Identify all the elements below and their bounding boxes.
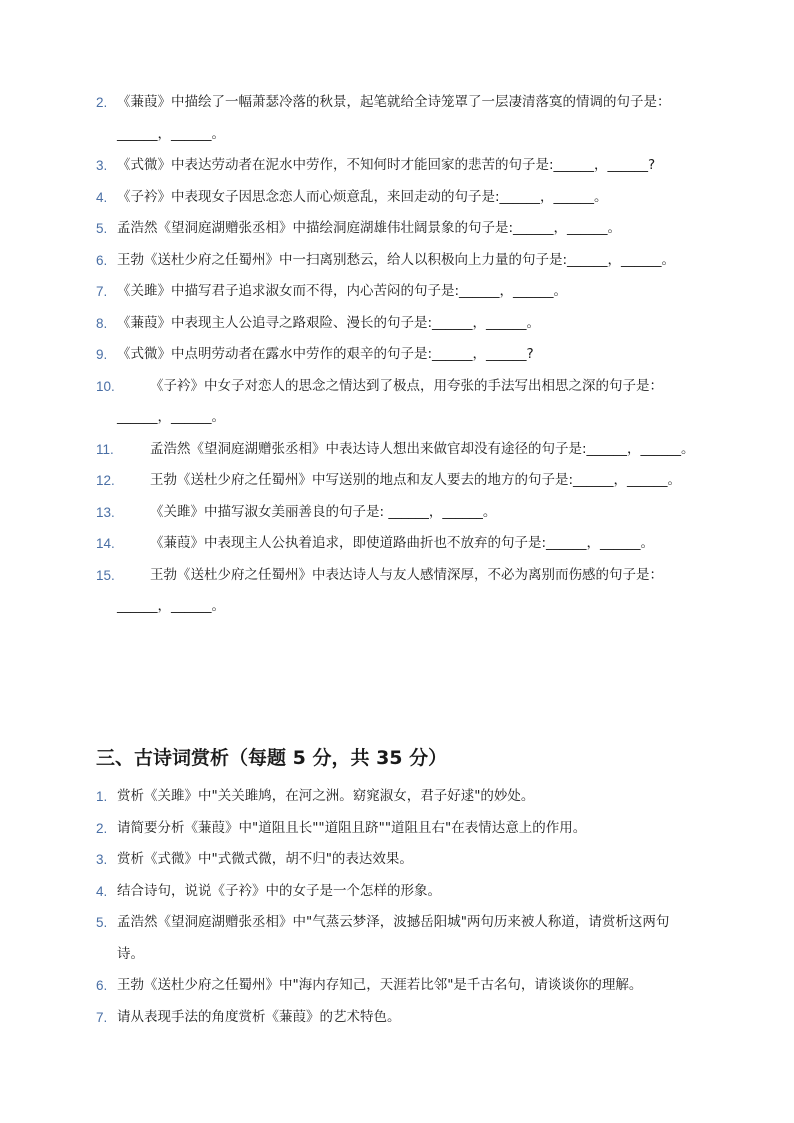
question-item [96, 844, 696, 876]
appreciation-question-list [96, 781, 696, 1033]
question-item [96, 150, 696, 182]
question-number: 6. [96, 252, 108, 268]
question-text: 赏析《关雎》中"关关雎鸠，在河之洲。窈窕淑女，君子好逑"的妙处。 [117, 788, 535, 804]
question-number: 13. [96, 504, 115, 520]
question-item [96, 907, 696, 970]
question-item [96, 245, 696, 277]
question-text: 《式微》中点明劳动者在露水中劳作的艰辛的句子是:______，______? [117, 346, 534, 362]
question-number: 15. [96, 567, 115, 583]
question-number: 14. [96, 536, 115, 551]
question-number: 12. [96, 473, 115, 488]
question-text: 《蒹葭》中表现主人公执着追求，即使道路曲折也不放弃的句子是:______，______。 [150, 535, 655, 551]
question-item [96, 87, 696, 150]
question-item [96, 876, 696, 908]
question-number: 4. [96, 883, 108, 899]
question-item [96, 781, 696, 813]
question-text: 请简要分析《蒹葭》中"道阻且长""道阻且跻""道阻且右"在表情达意上的作用。 [117, 819, 587, 836]
question-item [96, 813, 696, 845]
question-text: 孟浩然《望洞庭湖赠张丞相》中表达诗人想出来做官却没有途径的句子是:______，______。 [150, 440, 695, 457]
question-text: 王勃《送杜少府之任蜀州》中表达诗人与友人感情深厚，不必为离别而伤感的句子是：______，______。 [117, 566, 663, 614]
question-number: 7. [96, 1009, 108, 1025]
section-heading: 三、古诗词赏析（每题 5 分，共 35 分） [96, 747, 448, 769]
question-text: 《式微》中表达劳动者在泥水中劳作，不知何时才能回家的悲苦的句子是:______，______? [117, 157, 656, 173]
question-number: 8. [96, 315, 108, 331]
question-number: 9. [96, 347, 108, 362]
question-item [96, 970, 696, 1002]
question-text: 《蒹葭》中描绘了一幅萧瑟冷落的秋景，起笔就给全诗笼罩了一层凄清落寞的情调的句子是：______，______。 [117, 94, 671, 142]
fill-in-question-list [96, 87, 696, 623]
question-text: 王勃《送杜少府之任蜀州》中"海内存知己，天涯若比邻"是千古名句，请谈谈你的理解。 [117, 977, 643, 993]
question-text: 孟浩然《望洞庭湖赠张丞相》中描绘洞庭湖雄伟壮阔景象的句子是:______，______。 [117, 220, 622, 236]
question-number: 10. [96, 378, 115, 394]
question-number: 4. [96, 189, 108, 205]
question-text: 赏析《式微》中"式微式微，胡不归"的表达效果。 [117, 851, 413, 867]
question-text: 《蒹葭》中表现主人公追寻之路艰险、漫长的句子是:______，______。 [117, 314, 541, 331]
question-number: 2. [96, 95, 108, 110]
question-item [96, 308, 696, 340]
question-item [96, 182, 696, 214]
question-text: 王勃《送杜少府之任蜀州》中一扫离别愁云，给人以积极向上力量的句子是:______，______。 [117, 251, 676, 268]
question-text: 孟浩然《望洞庭湖赠张丞相》中"气蒸云梦泽，波撼岳阳城"两句历来被人称道，请赏析这两句诗。 [117, 914, 670, 962]
question-item [96, 371, 696, 434]
question-text: 《子衿》中女子对恋人的思念之情达到了极点，用夸张的手法写出相思之深的句子是：______，______。 [117, 377, 663, 425]
question-text: 《子衿》中表现女子因思念恋人而心烦意乱，来回走动的句子是:______，______。 [117, 188, 608, 205]
question-item [96, 1002, 696, 1034]
question-text: 《关雎》中描写君子追求淑女而不得，内心苦闷的句子是:______，______。 [117, 283, 568, 299]
question-text: 《关雎》中描写淑女美丽善良的句子是: ______，______。 [150, 503, 497, 520]
question-number: 3. [96, 852, 108, 867]
question-text: 请从表现手法的角度赏析《蒹葭》的艺术特色。 [117, 1008, 401, 1025]
question-item [96, 528, 696, 560]
question-item [96, 213, 696, 245]
question-text: 王勃《送杜少府之任蜀州》中写送别的地点和友人要去的地方的句子是:______，______。 [150, 472, 682, 488]
question-text: 结合诗句，说说《子衿》中的女子是一个怎样的形象。 [117, 882, 441, 899]
question-item [96, 497, 696, 529]
question-item [96, 339, 696, 371]
question-number: 3. [96, 158, 108, 173]
question-number: 5. [96, 221, 108, 236]
question-number: 11. [96, 441, 114, 457]
question-number: 5. [96, 915, 108, 930]
question-number: 6. [96, 978, 108, 993]
question-number: 7. [96, 284, 108, 299]
question-item [96, 276, 696, 308]
question-number: 2. [96, 820, 108, 836]
question-item [96, 434, 696, 466]
question-number: 1. [96, 789, 108, 804]
question-item [96, 465, 696, 497]
question-item [96, 560, 696, 623]
